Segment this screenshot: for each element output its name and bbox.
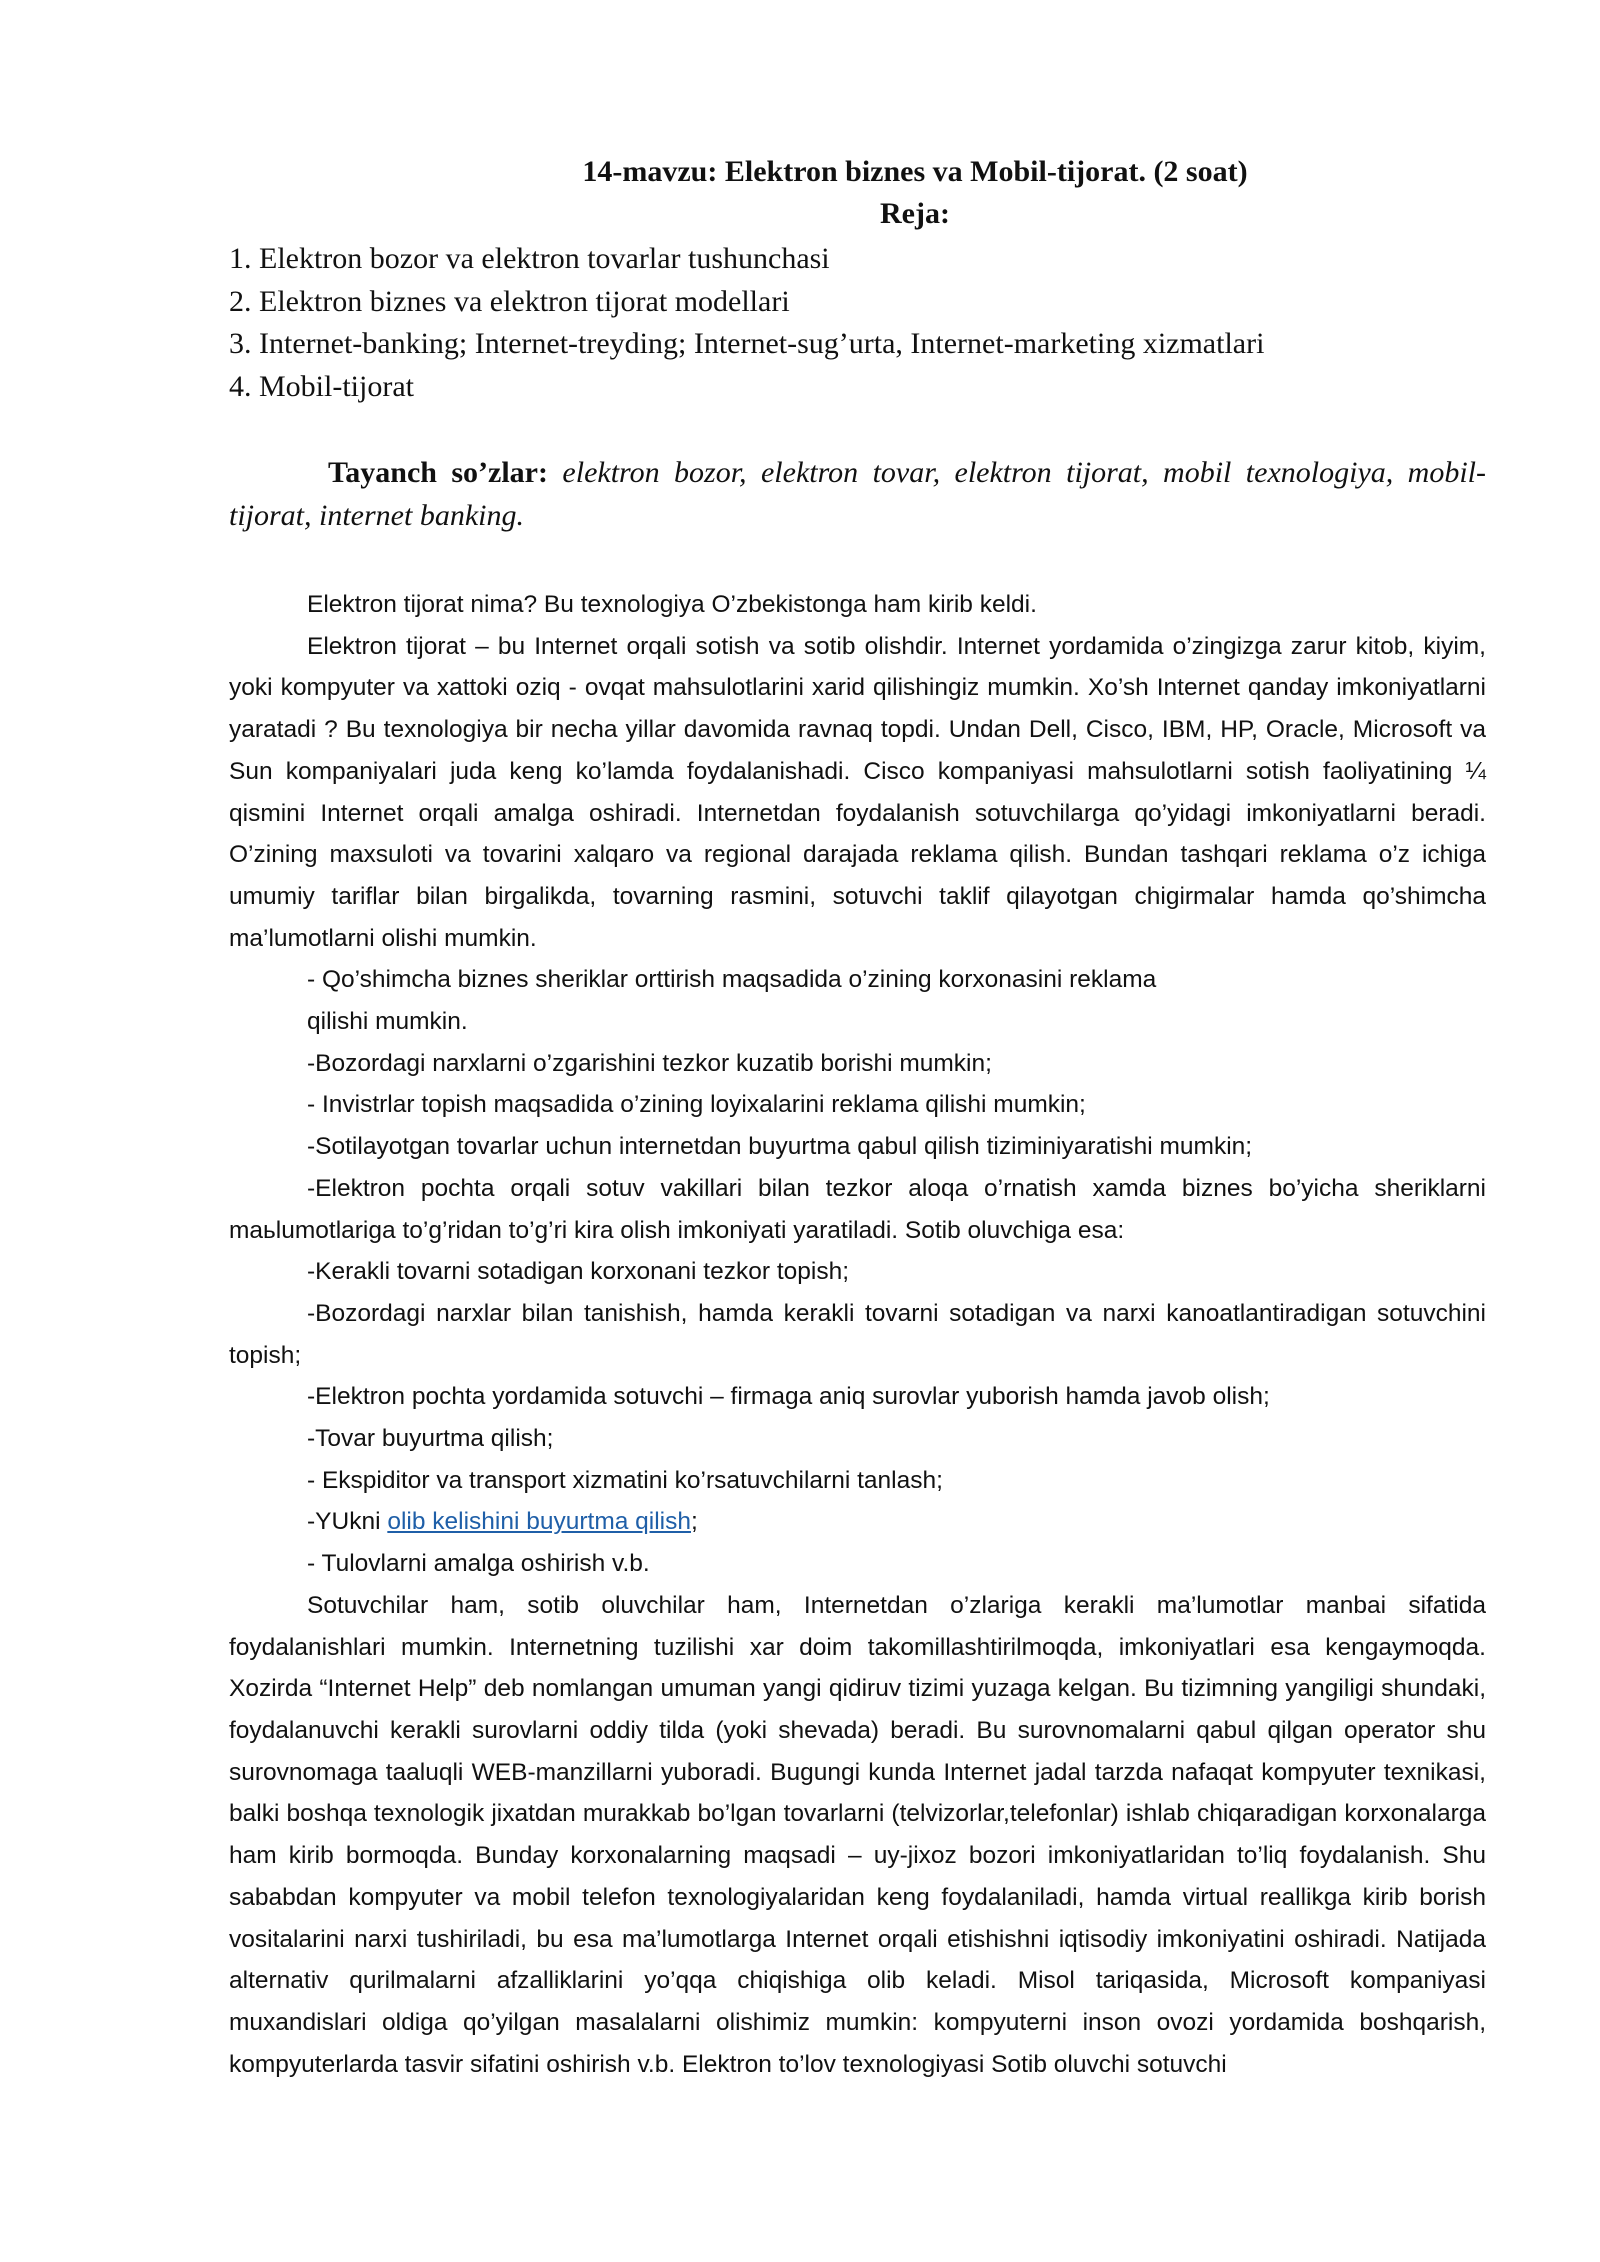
plan-list [229,238,1264,408]
list-item: -Bozordagi narxlarni o’zgarishini tezkor kuzatib borishi mumkin; [307,1049,992,1077]
list-item: - Tulovlarni amalga oshirish v.b. [307,1550,650,1578]
paragraph-final: Sotuvchilar ham, sotib oluvchilar ham, Internetdan o’zlariga kerakli ma’lumotlar manbai sifatida foydalanishlari mumkin. Internetning tuzilishi xar doim takomillashtirilmoqda, imkoniyatlari esa kengaymoqda. Xozirda “Internet Help” deb nomlangan umuman yangi qidiruv tizimi yuzaga kelgan. Bu tizimning yangiligi shundaki, foydalanuvchi kerakli surovlarni oddiy tilda (yoki shevada) beradi. Bu surovnomalarni qabul qilgan operator shu surovnomaga taaluqli WEB-manzillarni yuboradi. Bugungi kunda Internet jadal tarzda nafaqat kompyuter texnikasi, balki boshqa texnologik jixatdan murakkab bo’lgan tovarlarni (telvizorlar,telefonlar) ishlab chiqaradigan korxonalarga ham kirib bormoqda. Bunday korxonalarning maqsadi – uy-jixoz bozori imkoniyatlaridan to’liq foydalanish. Shu sababdan kompyuter va mobil telefon texnologiyalaridan keng foydalaniladi, hamda virtual reallikga kirib borish vositalarini narxi tushiriladi, bu esa ma’lumotlarga Internet orqali etishishni iqtisodiy imkoniyatini oshiradi. Natijada alternativ qurilmalarni afzalliklarini yo’qqa chiqishiga olib keladi. Misol tariqasida, Microsoft kompaniyasi muxandislari oldiga qo’yilgan masalalarni olishimiz mumkin: kompyuterni inson ovozi yordamida boshqarish, kompyuterlarda tasvir sifatini oshirish v.b. Elektron to’lov texnologiyasi Sotib oluvchi sotuvchi [229,1591,1486,2078]
list-item-suffix: ; [691,1508,698,1536]
order-delivery-link[interactable]: olib kelishini buyurtma qilish [387,1508,691,1536]
list-item-prefix: -YUkni [307,1508,388,1536]
paragraph-intro: Elektron tijorat nima? Bu texnologiya O’zbekistonga ham kirib keldi. [307,591,1037,618]
document-body [229,584,1486,2085]
paragraph-definition: Elektron tijorat – bu Internet orqali sotish va sotib olishdir. Internet yordamida o’zingizga zarur kitob, kiyim, yoki kompyuter va xattoki oziq - ovqat mahsulotlarini xarid qilishingiz mumkin. Xo’sh Internet qanday imkoniyatlarni yaratadi ? Bu texnologiya bir necha yillar davomida ravnaq topdi. Undan Dell, Cisco, IBM, HP, Oracle, Microsoft va Sun kompaniyalari juda keng ko’lamda foydalanishadi. Cisco kompaniyasi mahsulotlarni sotish faoliyatining ¼ qismini Internet orqali amalga oshiradi. Internetdan foydalanish sotuvchilarga qo’yidagi imkoniyatlarni beradi. O’zining maxsuloti va tovarini xalqaro va regional darajada reklama qilish. Bundan tashqari reklama o’z ichiga umumiy tariflar bilan birgalikda, tovarning rasmini, sotuvchi taklif qilayotgan chigirmalar hamda qo’shimcha ma’lumotlarni olishi mumkin. [229,632,1486,952]
plan-item: 1. Elektron bozor va elektron tovarlar tushunchasi [229,242,830,275]
keywords-text: elektron bozor, elektron tovar, elektron tijorat, mobil texnologiya, mobil-tijorat, internet banking. [229,456,1487,532]
list-item: -Elektron pochta yordamida sotuvchi – firmaga aniq surovlar yuborish hamda javob olish; [307,1383,1270,1411]
list-item: -Bozordagi narxlar bilan tanishish, hamda kerakli tovarni sotadigan va narxi kanoatlantiradigan sotuvchini topish; [229,1299,1486,1369]
list-item: -Sotilayotgan tovarlar uchun internetdan buyurtma qabul qilish tiziminiyaratishi mumkin; [307,1133,1253,1161]
paragraph-email: -Elektron pochta orqali sotuv vakillari bilan tezkor aloqa o’rnatish xamda biznes bo’yicha sheriklarni maьlumotlariga to’g’ridan to’g’ri kira olish imkoniyati yaratiladi. Sotib oluvchiga esa: [229,1174,1486,1244]
list-item: qilishi mumkin. [307,1008,468,1036]
list-item: - Ekspiditor va transport xizmatini ko’rsatuvchilarni tanlash; [307,1466,943,1494]
list-item: - Invistrlar topish maqsadida o’zining loyixalarini reklama qilishi mumkin; [307,1091,1086,1119]
list-item: - Qo’shimcha biznes sheriklar orttirish maqsadida o’zining korxonasini reklama [307,966,1157,994]
keywords-label: Tayanch so’zlar: [328,456,548,489]
page-title: 14-mavzu: Elektron biznes va Mobil-tijorat. (2 soat) [582,155,1248,188]
list-item [229,1501,1486,1543]
plan-item: 2. Elektron biznes va elektron tijorat modellari [229,284,790,318]
keywords-paragraph [229,451,1486,537]
plan-item: 4. Mobil-tijorat [229,369,414,403]
plan-item: 3. Internet-banking; Internet-treyding; Internet-sug’urta, Internet-marketing xizmatlari [229,327,1265,360]
plan-heading: Reja: [880,197,950,230]
list-item: -Kerakli tovarni sotadigan korxonani tezkor topish; [307,1258,850,1286]
list-item: -Tovar buyurtma qilish; [307,1425,554,1453]
